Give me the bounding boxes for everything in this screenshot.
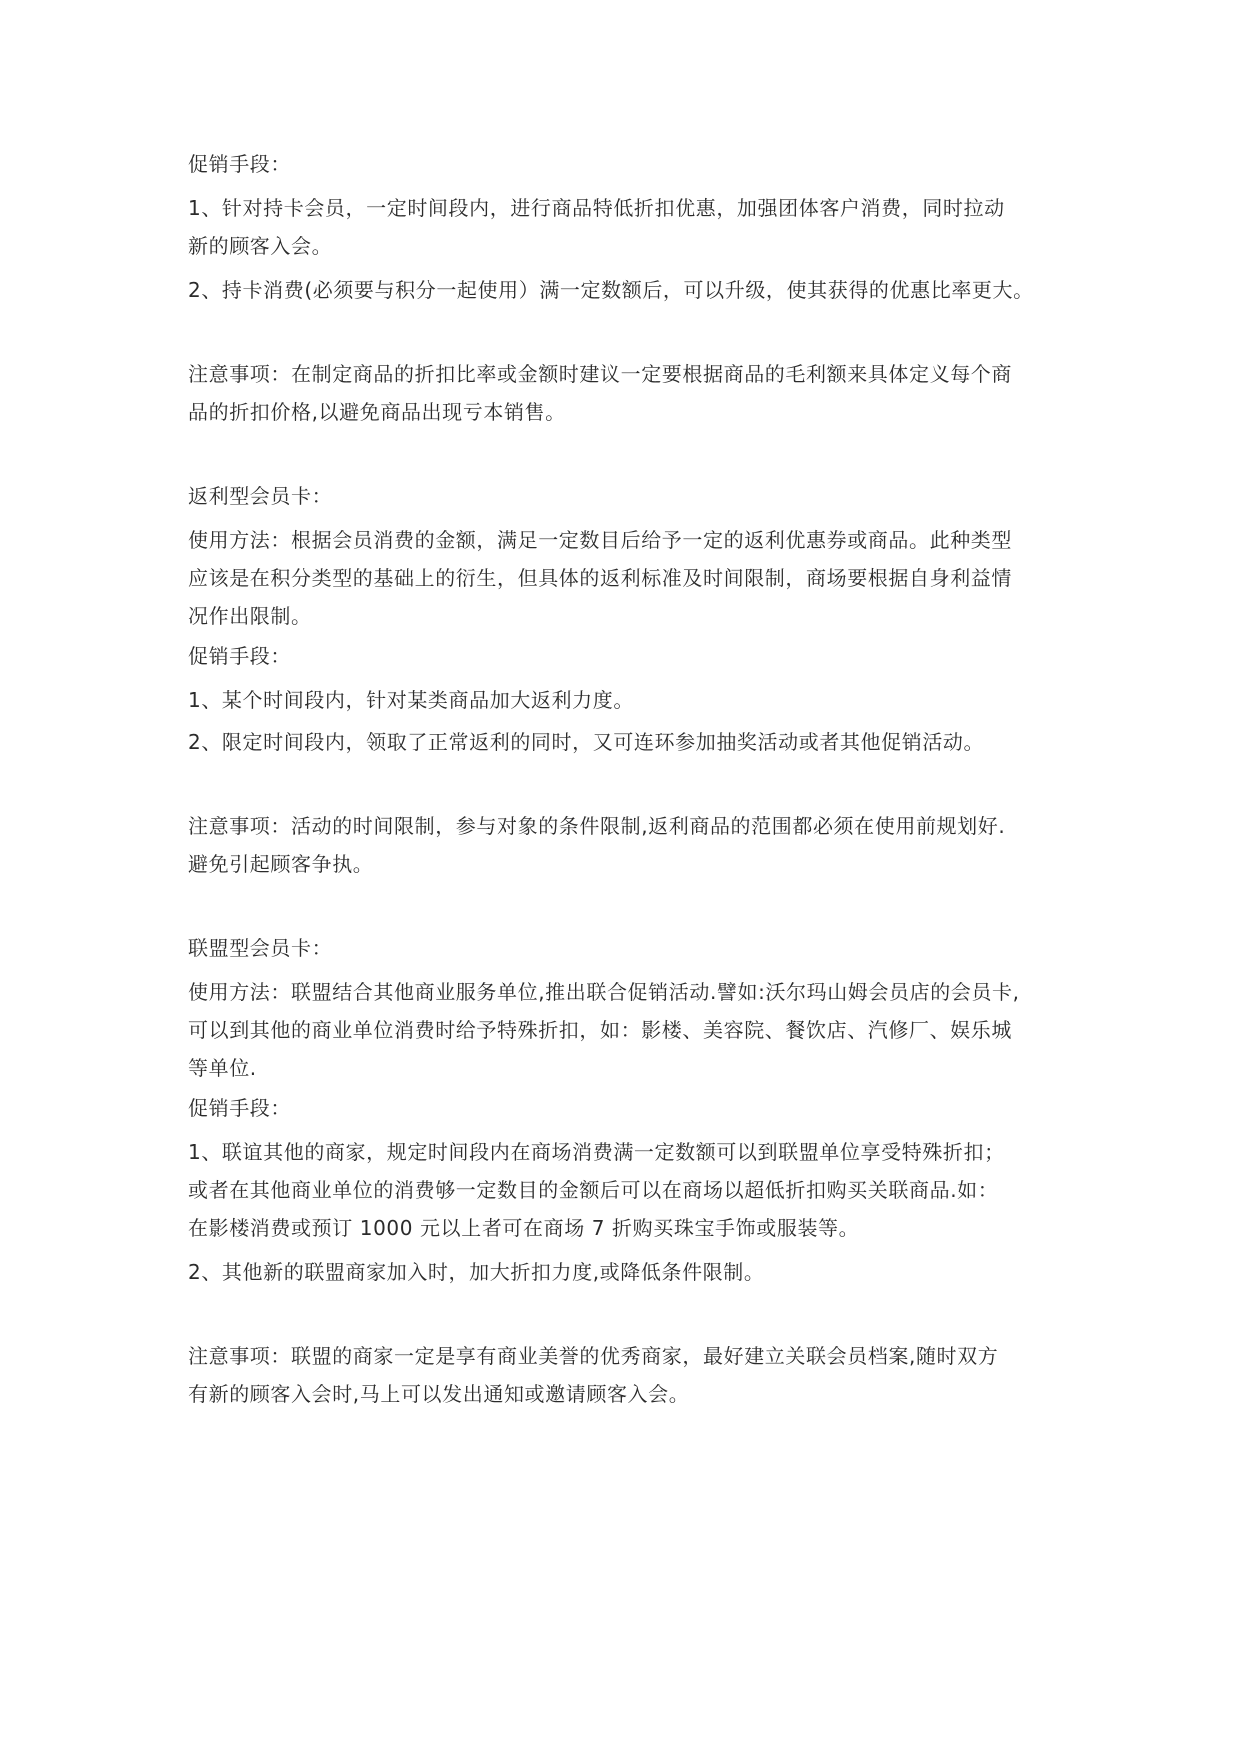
text-line: 促销手段： [188,1096,291,1120]
text-line: 等单位. [188,1056,257,1080]
text-line: 应该是在积分类型的基础上的衍生，但具体的返利标准及时间限制，商场要根据自身利益情 [188,566,1012,590]
text-line: 促销手段： [188,152,291,176]
text-line: 注意事项：联盟的商家一定是享有商业美誉的优秀商家，最好建立关联会员档案,随时双方 [188,1344,999,1368]
text-line: 2、持卡消费(必须要与积分一起使用）满一定数额后，可以升级，使其获得的优惠比率更大。 [188,278,1034,302]
text-line: 联盟型会员卡： [188,936,333,960]
text-line: 避免引起顾客争执。 [188,852,374,876]
text-line: 有新的顾客入会时,马上可以发出通知或邀请顾客入会。 [188,1382,690,1406]
text-line: 可以到其他的商业单位消费时给予特殊折扣，如：影楼、美容院、餐饮店、汽修厂、娱乐城 [188,1018,1012,1042]
text-line: 1、联谊其他的商家，规定时间段内在商场消费满一定数额可以到联盟单位享受特殊折扣； [188,1140,1005,1164]
text-line: 使用方法：联盟结合其他商业服务单位,推出联合促销活动.譬如:沃尔玛山姆会员店的会员卡, [188,980,1020,1004]
text-line: 品的折扣价格,以避免商品出现亏本销售。 [188,400,566,424]
text-line: 注意事项：在制定商品的折扣比率或金额时建议一定要根据商品的毛利额来具体定义每个商 [188,362,1012,386]
text-line: 2、限定时间段内，领取了正常返利的同时，又可连环参加抽奖活动或者其他促销活动。 [188,730,985,754]
text-line: 2、其他新的联盟商家加入时，加大折扣力度,或降低条件限制。 [188,1260,765,1284]
text-line: 1、针对持卡会员，一定时间段内，进行商品特低折扣优惠，加强团体客户消费，同时拉动 [188,196,1005,220]
text-line: 促销手段： [188,644,291,668]
text-line: 新的顾客入会。 [188,234,333,258]
text-line: 注意事项：活动的时间限制，参与对象的条件限制,返利商品的范围都必须在使用前规划好. [188,814,1006,838]
text-line: 在影楼消费或预订 1000 元以上者可在商场 7 折购买珠宝手饰或服装等。 [188,1216,860,1240]
text-line: 或者在其他商业单位的消费够一定数目的金额后可以在商场以超低折扣购买关联商品.如： [188,1178,999,1202]
text-line: 返利型会员卡： [188,484,333,508]
text-line: 使用方法：根据会员消费的金额，满足一定数目后给予一定的返利优惠券或商品。此种类型 [188,528,1012,552]
text-line: 1、某个时间段内，针对某类商品加大返利力度。 [188,688,634,712]
text-line: 况作出限制。 [188,604,312,628]
